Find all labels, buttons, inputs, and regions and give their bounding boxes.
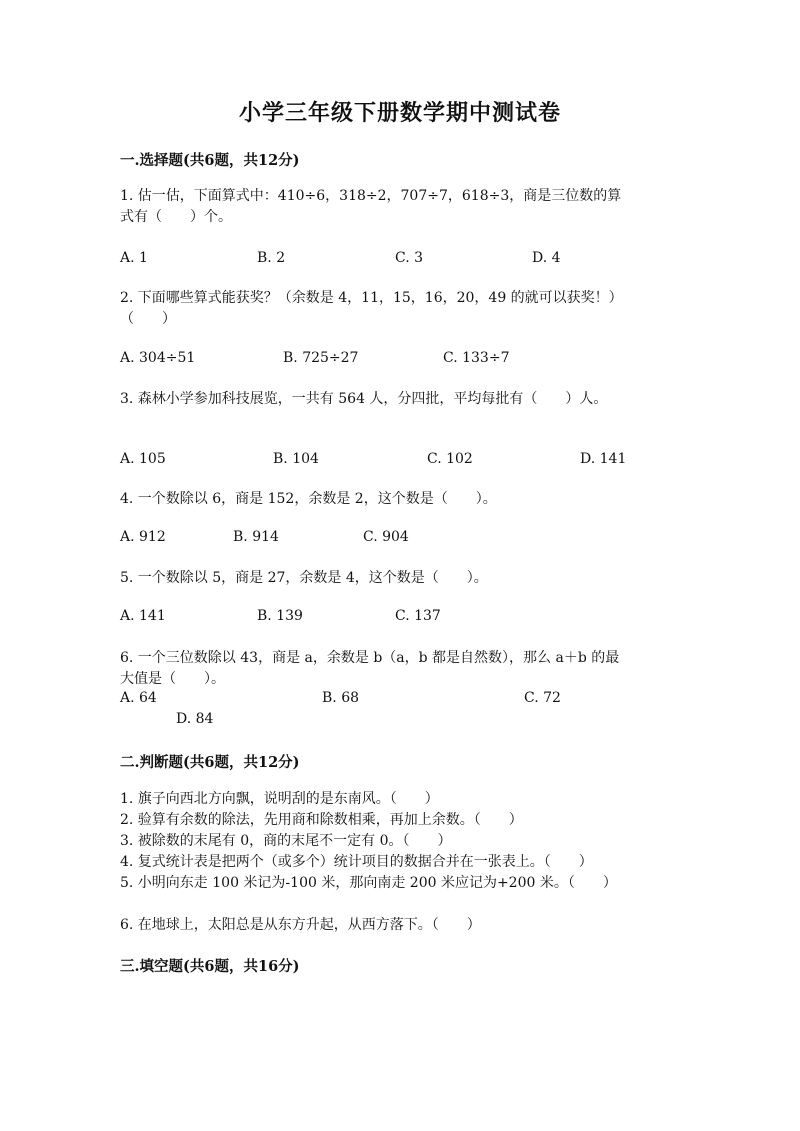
judge-item-2: 2. 验算有余数的除法，先用商和除数相乘，再加上余数。（ ） (120, 812, 523, 828)
judge-item-5: 5. 小明向东走 100 米记为-100 米，那向南走 200 米应记为+200 米。（ ） (120, 875, 617, 891)
question-1-option-a: A. 1 (120, 250, 148, 266)
question-3-option-a: A. 105 (120, 451, 166, 467)
question-2-line-1: 2. 下面哪些算式能获奖？（余数是 4，11，15，16，20，49 的就可以获奖！） (120, 290, 623, 306)
question-1-option-b: B. 2 (257, 250, 286, 266)
question-3-option-b: B. 104 (273, 451, 319, 467)
question-1-line-2: 式有（ ）个。 (120, 209, 232, 225)
question-2-line-2: （ ） (120, 311, 176, 327)
question-1-line-1: 1. 估一估，下面算式中：410÷6，318÷2，707÷7，618÷3，商是三位数的算 (120, 188, 622, 204)
page-title: 小学三年级下册数学期中测试卷 (238, 100, 561, 126)
question-5-option-b: B. 139 (257, 608, 303, 624)
question-2-option-a: A. 304÷51 (120, 350, 196, 366)
question-4-option-b: B. 914 (233, 529, 279, 545)
question-1-option-c: C. 3 (395, 250, 424, 266)
question-3-option-d: D. 141 (580, 451, 627, 467)
question-6-option-a: A. 64 (120, 690, 157, 706)
judge-item-1: 1. 旗子向西北方向飘，说明刮的是东南风。（ ） (120, 791, 439, 807)
judge-item-4: 4. 复式统计表是把两个（或多个）统计项目的数据合并在一张表上。（ ） (120, 854, 593, 870)
section-heading-judge: 二.判断题(共6题，共12分) (120, 754, 300, 771)
question-4-line-1: 4. 一个数除以 6，商是 152，余数是 2，这个数是（ ）。 (120, 491, 497, 507)
judge-item-6: 6. 在地球上，太阳总是从东方升起，从西方落下。（ ） (120, 917, 481, 933)
judge-item-3: 3. 被除数的末尾有 0，商的末尾不一定有 0。（ ） (120, 833, 452, 849)
question-5-option-c: C. 137 (395, 608, 441, 624)
question-3-line-1: 3. 森林小学参加科技展览，一共有 564 人，分四批，平均每批有（ ）人。 (120, 391, 608, 407)
question-2-option-c: C. 133÷7 (443, 350, 510, 366)
question-4-option-c: C. 904 (363, 529, 409, 545)
question-3-option-c: C. 102 (427, 451, 473, 467)
question-6-option-b: B. 68 (322, 690, 360, 706)
question-6-line-2: 大值是（ ）。 (120, 671, 225, 687)
question-6-option-c: C. 72 (524, 690, 561, 706)
question-2-option-b: B. 725÷27 (283, 350, 359, 366)
section-heading-choice: 一.选择题(共6题，共12分) (120, 152, 300, 169)
section-heading-fill: 三.填空题(共6题，共16分) (120, 958, 300, 975)
question-1-option-d: D. 4 (532, 250, 561, 266)
question-4-option-a: A. 912 (120, 529, 166, 545)
question-6-option-d: D. 84 (176, 711, 214, 727)
question-5-option-a: A. 141 (120, 608, 166, 624)
question-5-line-1: 5. 一个数除以 5，商是 27，余数是 4，这个数是（ ）。 (120, 570, 488, 586)
question-6-line-1: 6. 一个三位数除以 43，商是 a，余数是 b（a，b 都是自然数），那么 a＋b 的最 (120, 650, 620, 666)
